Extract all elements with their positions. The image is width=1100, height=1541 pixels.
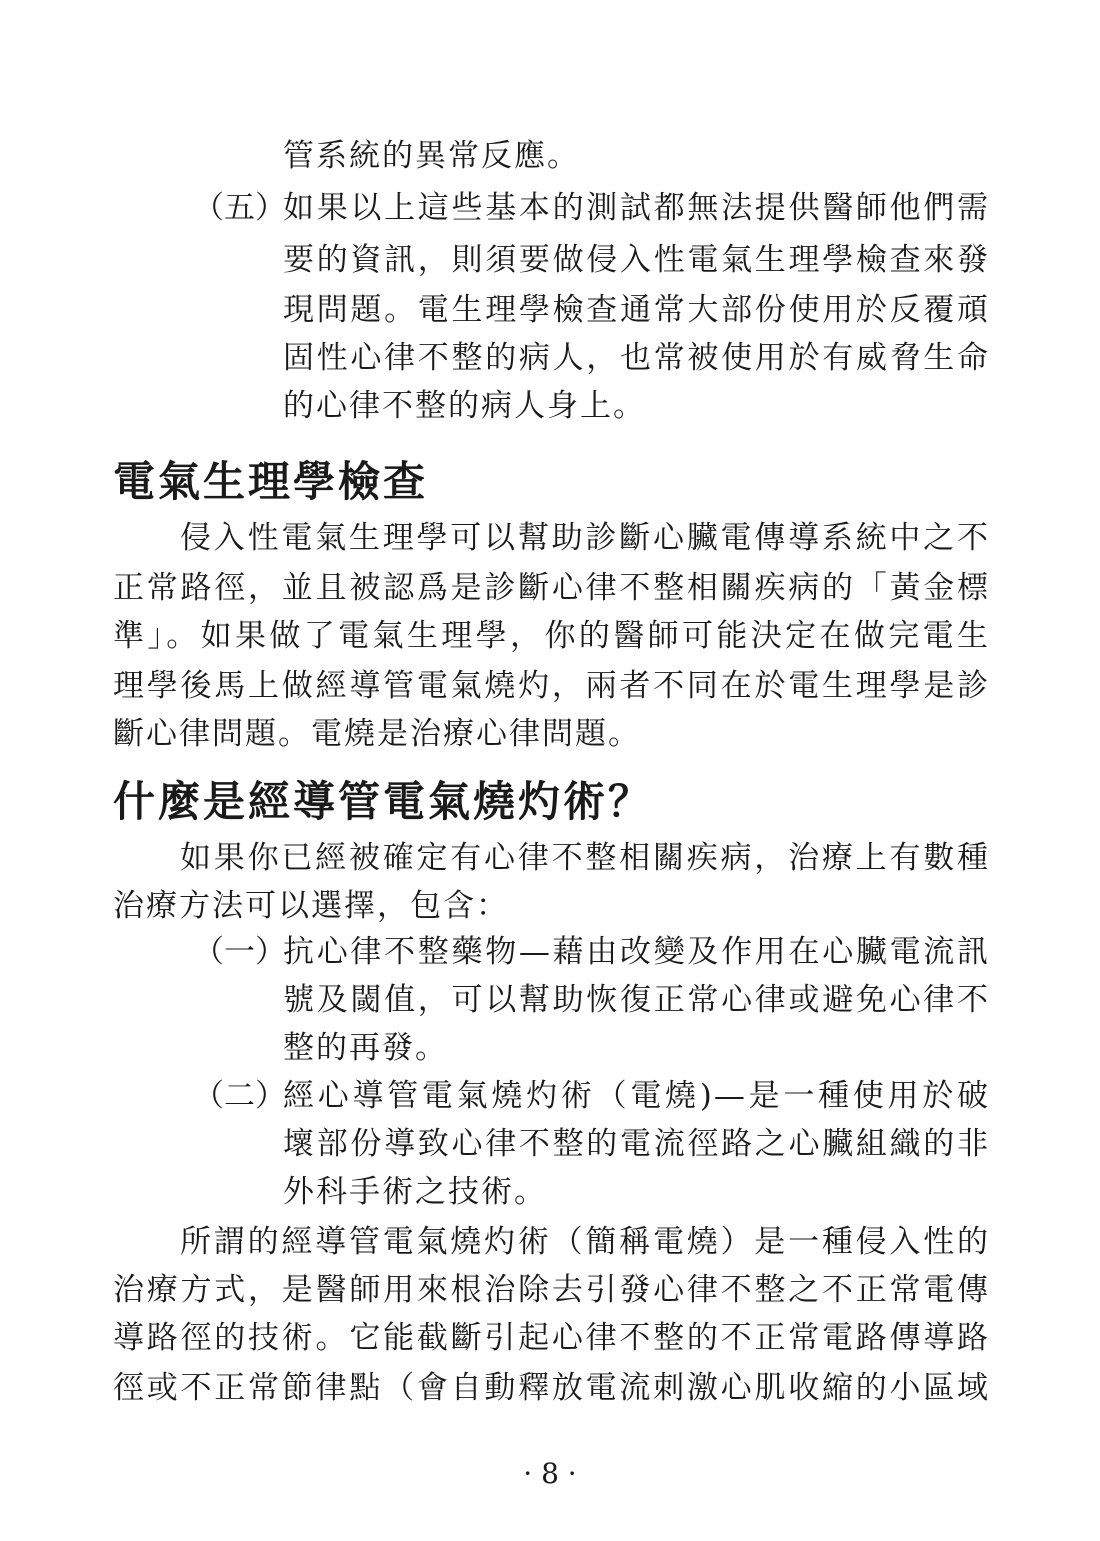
paragraph-line: 所謂的經導管電氣燒灼術（簡稱電燒）是一種侵入性的 xyxy=(180,1224,990,1260)
list-item-line: 抗心律不整藥物—藉由改變及作用在心臟電流訊 xyxy=(283,934,990,970)
list-item-line: 經心導管電氣燒灼術（電燒)—是一種使用於破 xyxy=(283,1078,990,1114)
paragraph-line: 徑或不正常節律點（會自動釋放電流刺激心肌收縮的小區域 xyxy=(113,1370,990,1406)
paragraph-line: 侵入性電氣生理學可以幫助診斷心臟電傳導系統中之不 xyxy=(180,520,990,556)
list-item-line: 現問題。電生理學檢查通常大部份使用於反覆頑 xyxy=(283,292,990,328)
paragraph-line: 如果你已經被確定有心律不整相關疾病，治療上有數種 xyxy=(180,840,990,876)
page-number: · 8 · xyxy=(523,1457,577,1490)
list-item-line: 號及閾值，可以幫助恢復正常心律或避免心律不 xyxy=(283,982,990,1018)
paragraph-line: 斷心律問題。電燒是治療心律問題。 xyxy=(113,716,641,752)
list-item-line: 壞部份導致心律不整的電流徑路之心臟組織的非 xyxy=(283,1126,990,1162)
section-heading-electrophysiology: 電氣生理學檢查 xyxy=(113,457,429,506)
list-item-line: 外科手術之技術。 xyxy=(283,1174,547,1210)
section-heading-ablation: 什麼是經導管電氣燒灼術？ xyxy=(113,777,654,826)
list-item-line: 要的資訊，則須要做侵入性電氣生理學檢查來發 xyxy=(283,242,990,278)
list-item-line: 整的再發。 xyxy=(283,1030,448,1066)
paragraph-line: 導路徑的技術。它能截斷引起心律不整的不正常電路傳導路 xyxy=(113,1320,990,1356)
list-item-label-1: （一） xyxy=(193,934,286,970)
paragraph-line: 正常路徑，並且被認爲是診斷心律不整相關疾病的「黃金標 xyxy=(113,570,990,606)
paragraph-line: 理學後馬上做經導管電氣燒灼，兩者不同在於電生理學是診 xyxy=(113,668,990,704)
paragraph-line: 治療方法可以選擇，包含： xyxy=(113,888,509,924)
list-item-line: 固性心律不整的病人，也常被使用於有威脅生命 xyxy=(283,340,990,376)
list-item-line: 的心律不整的病人身上。 xyxy=(283,388,646,424)
list-item-line: 如果以上這些基本的測試都無法提供醫師他們需 xyxy=(283,190,990,226)
item-continuation-line: 管系統的異常反應。 xyxy=(283,138,580,174)
paragraph-line: 治療方式，是醫師用來根治除去引發心律不整之不正常電傳 xyxy=(113,1272,990,1308)
paragraph-line: 準」。如果做了電氣生理學，你的醫師可能決定在做完電生 xyxy=(113,618,990,654)
list-item-label-5: （五） xyxy=(193,190,286,226)
list-item-label-2: （二） xyxy=(193,1078,286,1114)
